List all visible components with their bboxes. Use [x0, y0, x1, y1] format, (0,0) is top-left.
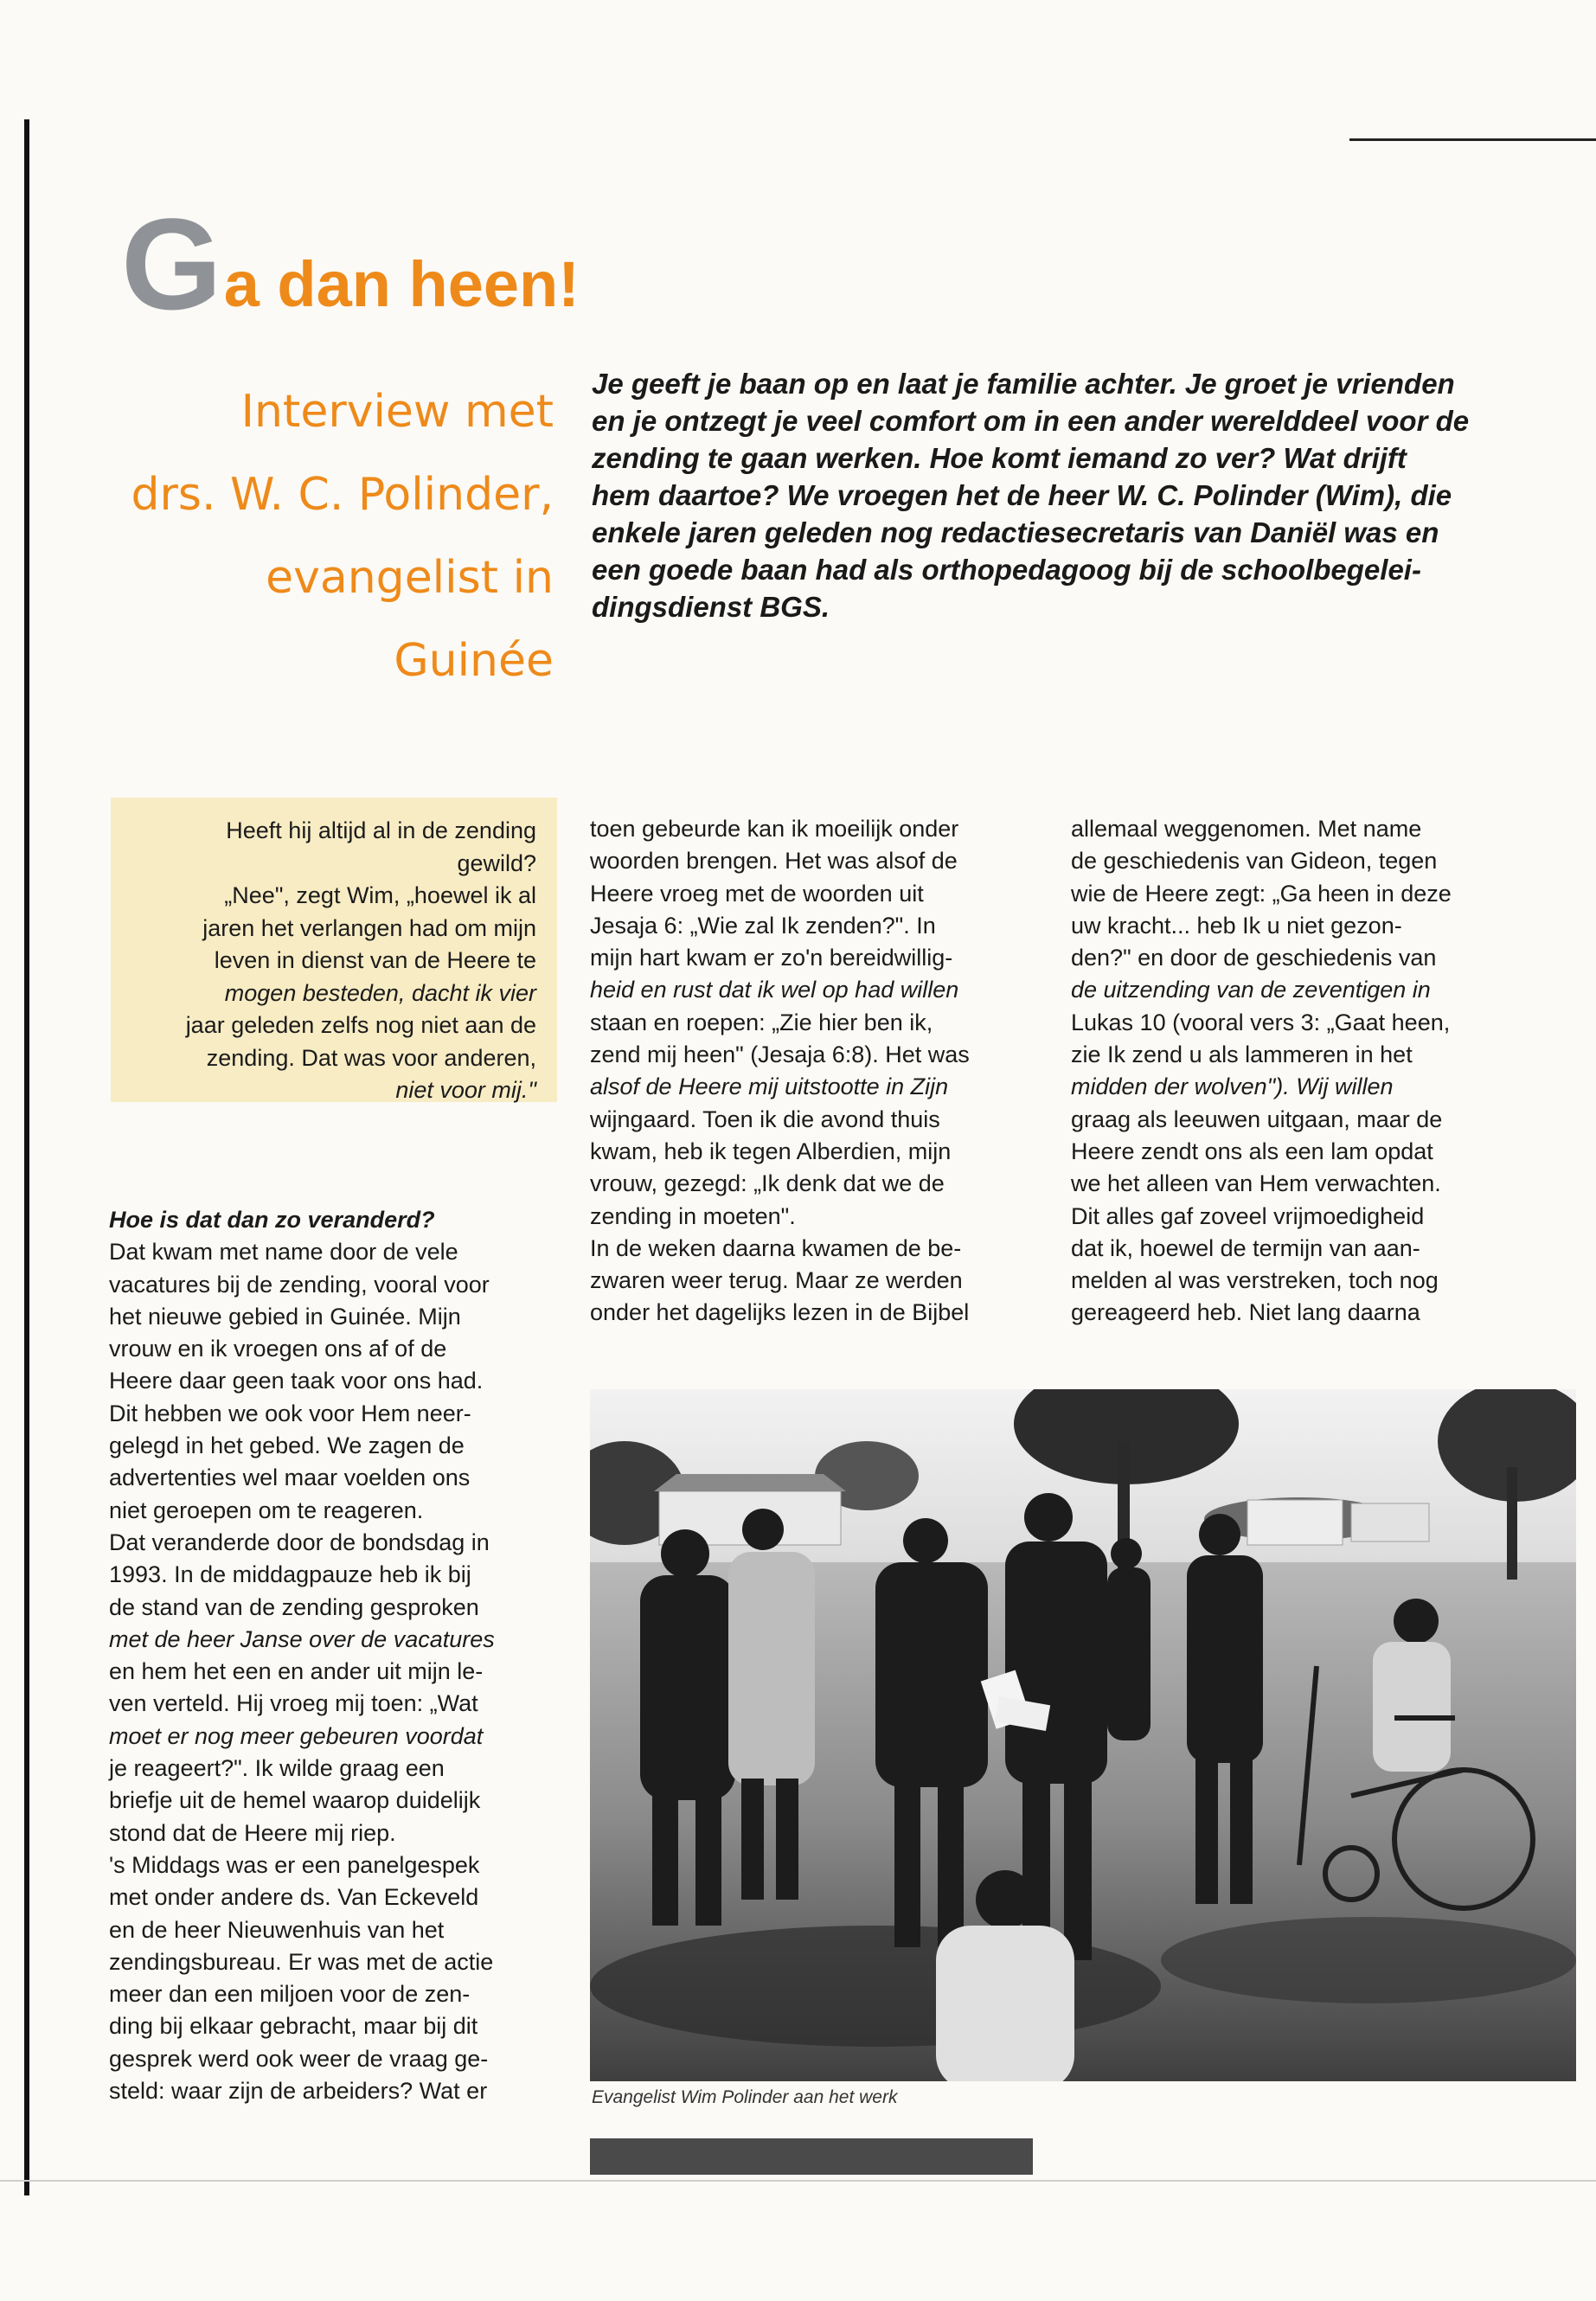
body-line: Dit alles gaf zoveel vrijmoedigheid [1071, 1202, 1425, 1229]
intro-line: een goede baan had als orthopedagoog bij de schoolbegelei- [592, 554, 1421, 586]
body-line: zwaren weer terug. Maar ze werden [590, 1267, 963, 1294]
body-line: stond dat de Heere mij riep. [109, 1819, 396, 1846]
body-line: zie Ik zend u als lammeren in het [1071, 1042, 1413, 1068]
body-line: mijn hart kwam er zo'n bereidwillig- [590, 945, 953, 971]
body-line: met onder andere ds. Van Eckeveld [109, 1884, 479, 1911]
subtitle-line: evangelist in [266, 552, 554, 604]
body-line: allemaal weggenomen. Met name [1071, 816, 1422, 842]
pull-quote-text [111, 798, 557, 1107]
pull-quote-line: gewild? [457, 849, 536, 876]
body-line: toen gebeurde kan ik moeilijk onder [590, 816, 959, 842]
article-title [121, 191, 580, 336]
subtitle-line: Interview met [240, 386, 554, 438]
body-line: advertenties wel maar voelden ons [109, 1465, 471, 1491]
body-line: met de heer Janse over de vacatures [109, 1625, 495, 1652]
body-line: Dit hebben we ook voor Hem neer- [109, 1400, 471, 1426]
intro-paragraph [592, 365, 1526, 625]
body-line: de stand van de zending gesproken [109, 1593, 479, 1620]
page-edge-bottom [0, 2180, 1596, 2182]
body-line: Lukas 10 (vooral vers 3: „Gaat heen, [1071, 1009, 1451, 1035]
title-initial: G [121, 191, 217, 336]
pull-quote-line: „Nee", zegt Wim, „hoewel ik al [224, 882, 536, 908]
body-line: Dat veranderde door de bondsdag in [109, 1529, 490, 1555]
body-line: 's Middags was er een panelgespek [109, 1851, 480, 1878]
pull-quote-line: jaar geleden zelfs nog niet aan de [185, 1012, 536, 1038]
body-line: dat ik, hoewel de termijn van aan- [1071, 1234, 1420, 1261]
body-line: zendingsbureau. Er was met de actie [109, 1948, 494, 1975]
body-line: graag als leeuwen uitgaan, maar de [1071, 1106, 1443, 1132]
intro-line: dingsdienst BGS. [592, 591, 830, 623]
title-rest: a dan heen! [223, 248, 580, 320]
body-line: steld: waar zijn de arbeiders? Wat er [109, 2078, 488, 2105]
subtitle-line: drs. W. C. Polinder, [131, 469, 554, 521]
body-line: je reageert?". Ik wilde graag een [109, 1755, 445, 1782]
pull-quote-line: leven in dienst van de Heere te [214, 947, 536, 973]
body-line: melden al was verstreken, toch nog [1071, 1267, 1439, 1294]
page-edge-top [1349, 138, 1596, 141]
body-line: wie de Heere zegt: „Ga heen in deze [1071, 880, 1452, 907]
intro-line: Je geeft je baan op en laat je familie achter. Je groet je vrienden [592, 368, 1455, 400]
body-line: ven verteld. Hij vroeg mij toen: „Wat [109, 1690, 478, 1717]
body-line: Heere zendt ons als een lam opdat [1071, 1138, 1433, 1164]
page-edge-left [24, 119, 29, 2195]
body-line: 1993. In de middagpauze heb ik bij [109, 1561, 471, 1588]
body-line: en hem het een en ander uit mijn le- [109, 1658, 484, 1685]
body-line: vacatures bij de zending, vooral voor [109, 1271, 490, 1298]
body-line: woorden brengen. Het was alsof de [590, 848, 958, 875]
body-line: gesprek werd ook weer de vraag ge- [109, 2045, 489, 2072]
body-line: midden der wolven"). Wij willen [1071, 1074, 1394, 1100]
column-1 [109, 1204, 567, 2107]
body-line: briefje uit de hemel waarop duidelijk [109, 1787, 481, 1814]
body-line: heid en rust dat ik wel op had willen [590, 977, 959, 1003]
pull-quote-line: Heeft hij altijd al in de zending [226, 817, 536, 843]
intro-line: en je ontzegt je veel comfort om in een ander werelddeel voor de [592, 405, 1470, 437]
body-line: en de heer Nieuwenhuis van het [109, 1916, 445, 1943]
body-line: het nieuwe gebied in Guinée. Mijn [109, 1303, 461, 1330]
body-line: Heere vroeg met de woorden uit [590, 880, 924, 907]
photo-caption: Evangelist Wim Polinder aan het werk [592, 2087, 898, 2107]
body-line: Heere daar geen taak voor ons had. [109, 1368, 484, 1394]
pull-quote-line: niet voor mij." [395, 1077, 536, 1103]
body-line: we het alleen van Hem verwachten. [1071, 1170, 1441, 1197]
body-line: In de weken daarna kwamen de be- [590, 1234, 962, 1261]
body-line: vrouw, gezegd: „Ik denk dat we de [590, 1170, 945, 1197]
body-line: de geschiedenis van Gideon, tegen [1071, 848, 1438, 875]
body-line: niet geroepen om te reageren. [109, 1497, 424, 1523]
pull-quote-line: zending. Dat was voor anderen, [206, 1044, 536, 1071]
body-line: zend mij heen" (Jesaja 6:8). Het was [590, 1042, 970, 1068]
body-line: ding bij elkaar gebracht, maar bij dit [109, 2013, 478, 2040]
column-3 [1071, 813, 1521, 1330]
body-line: onder het dagelijks lezen in de Bijbel [590, 1299, 970, 1326]
body-line: de uitzending van de zeventigen in [1071, 977, 1431, 1003]
intro-line: hem daartoe? We vroegen het de heer W. C. Polinder (Wim), die [592, 479, 1452, 511]
body-line: kwam, heb ik tegen Alberdien, mijn [590, 1138, 952, 1164]
pull-quote-line: mogen besteden, dacht ik vier [224, 979, 536, 1006]
body-line: staan en roepen: „Zie hier ben ik, [590, 1009, 933, 1035]
body-line: zending in moeten". [590, 1202, 796, 1229]
intro-line: zending te gaan werken. Hoe komt iemand zo ver? Wat drijft [592, 442, 1407, 474]
pull-quote-box [111, 798, 557, 1102]
body-line: gelegd in het gebed. We zagen de [109, 1433, 465, 1459]
photo-illustration [590, 1389, 1576, 2081]
body-line: gereageerd heb. Niet lang daarna [1071, 1299, 1420, 1326]
subtitle [95, 370, 554, 702]
column-2 [590, 813, 1040, 1330]
body-line: Dat kwam met name door de vele [109, 1239, 458, 1266]
intro-line: enkele jaren geleden nog redactiesecretaris van Daniël was en [592, 516, 1439, 548]
footer-bar [590, 2138, 1033, 2175]
photo-evangelist-group [590, 1389, 1576, 2081]
body-line: vrouw en ik vroegen ons af of de [109, 1336, 447, 1362]
section-heading: Hoe is dat dan zo veranderd? [109, 1207, 435, 1233]
body-line: moet er nog meer gebeuren voordat [109, 1722, 484, 1749]
body-line: wijngaard. Toen ik die avond thuis [590, 1106, 940, 1132]
body-line: uw kracht... heb Ik u niet gezon- [1071, 912, 1402, 939]
subtitle-line: Guinée [394, 635, 554, 687]
body-line: den?" en door de geschiedenis van [1071, 945, 1437, 971]
body-line: Jesaja 6: „Wie zal Ik zenden?". In [590, 912, 936, 939]
body-line: alsof de Heere mij uitstootte in Zijn [590, 1074, 949, 1100]
pull-quote-line: jaren het verlangen had om mijn [202, 914, 536, 941]
body-line: meer dan een miljoen voor de zen- [109, 1981, 471, 2008]
